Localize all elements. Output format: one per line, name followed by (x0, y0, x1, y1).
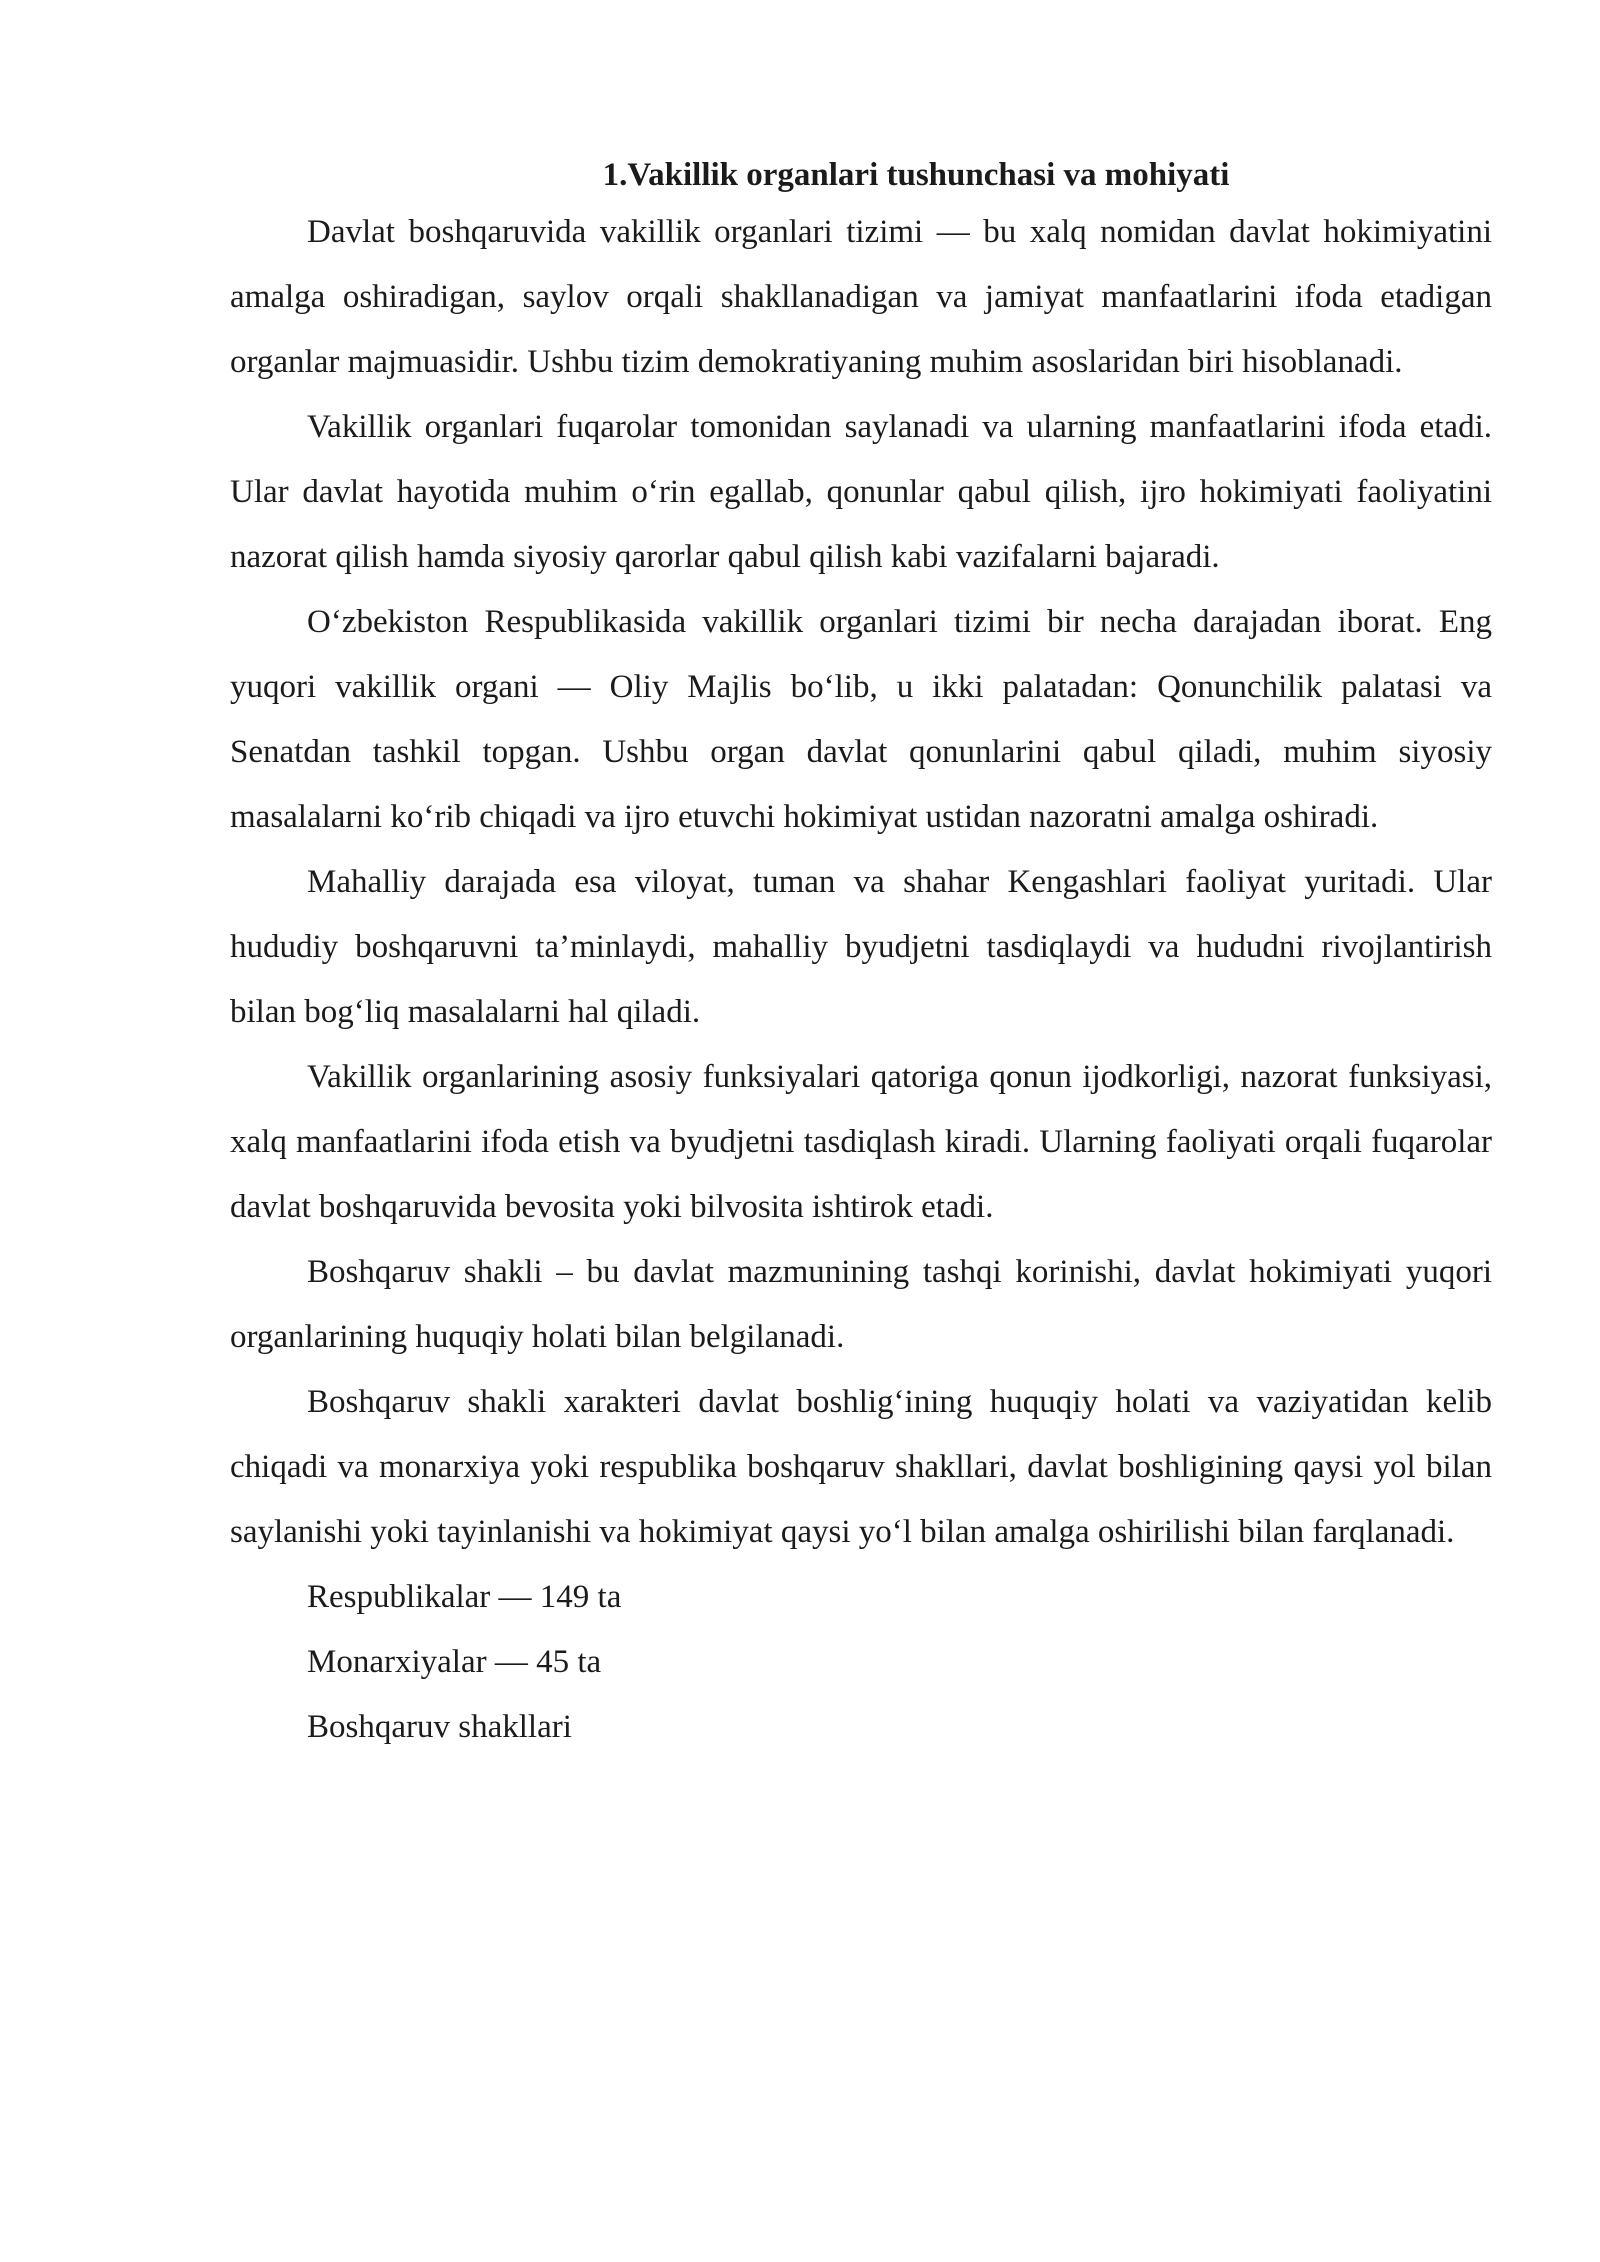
document-title: 1.Vakillik organlari tushunchasi va mohiyati (602, 157, 1230, 193)
paragraph-representative-bodies-role: Vakillik organlari fuqarolar tomonidan saylanadi va ularning manfaatlarini ifoda etadi. Ular davlat hayotida muhim o‘rin egallab, qonunlar qabul qilish, ijro hokimiyati faoliyatini nazorat qilish hamda siyosiy qarorlar qabul qilish kabi vazifalarni bajaradi. (230, 409, 1492, 575)
document-page (230, 150, 1492, 1760)
line-forms-of-government: Boshqaruv shakllari (307, 1709, 572, 1745)
paragraph-local-councils: Mahalliy darajada esa viloyat, tuman va shahar Kengashlari faoliyat yuritadi. Ular hududiy boshqaruvni ta’minlaydi, mahalliy byudjetni tasdiqlaydi va hududni rivojlantirish bilan bog‘liq masalalarni hal qiladi. (230, 864, 1492, 1030)
paragraph-form-of-government-character: Boshqaruv shakli xarakteri davlat boshlig‘ining huquqiy holati va vaziyatidan kelib chiqadi va monarxiya yoki respublika boshqaruv shakllari, davlat boshligining qaysi yol bilan saylanishi yoki tayinlanishi va hokimiyat qaysi yo‘l bilan amalga oshirilishi bilan farqlanadi. (230, 1384, 1492, 1550)
paragraph-main-functions: Vakillik organlarining asosiy funksiyalari qatoriga qonun ijodkorligi, nazorat funksiyasi, xalq manfaatlarini ifoda etish va byudjetni tasdiqlash kiradi. Ularning faoliyati orqali fuqarolar davlat boshqaruvida bevosita yoki bilvosita ishtirok etadi. (230, 1059, 1492, 1225)
paragraph-form-of-government: Boshqaruv shakli – bu davlat mazmunining tashqi korinishi, davlat hokimiyati yuqori organlarining huquqiy holati bilan belgilanadi. (230, 1254, 1492, 1355)
paragraph-representative-system: Davlat boshqaruvida vakillik organlari tizimi — bu xalq nomidan davlat hokimiyatini amalga oshiradigan, saylov orqali shakllanadigan va jamiyat manfaatlarini ifoda etadigan organlar majmuasidir. Ushbu tizim demokratiyaning muhim asoslaridan biri hisoblanadi. (230, 214, 1492, 380)
line-republics-count: Respublikalar — 149 ta (307, 1579, 622, 1615)
paragraph-uzbekistan-oliy-majlis: O‘zbekiston Respublikasida vakillik organlari tizimi bir necha darajadan iborat. Eng yuqori vakillik organi — Oliy Majlis bo‘lib, u ikki palatadan: Qonunchilik palatasi va Senatdan tashkil topgan. Ushbu organ davlat qonunlarini qabul qiladi, muhim siyosiy masalalarni ko‘rib chiqadi va ijro etuvchi hokimiyat ustidan nazoratni amalga oshiradi. (230, 604, 1492, 835)
line-monarchies-count: Monarxiyalar — 45 ta (307, 1644, 602, 1680)
